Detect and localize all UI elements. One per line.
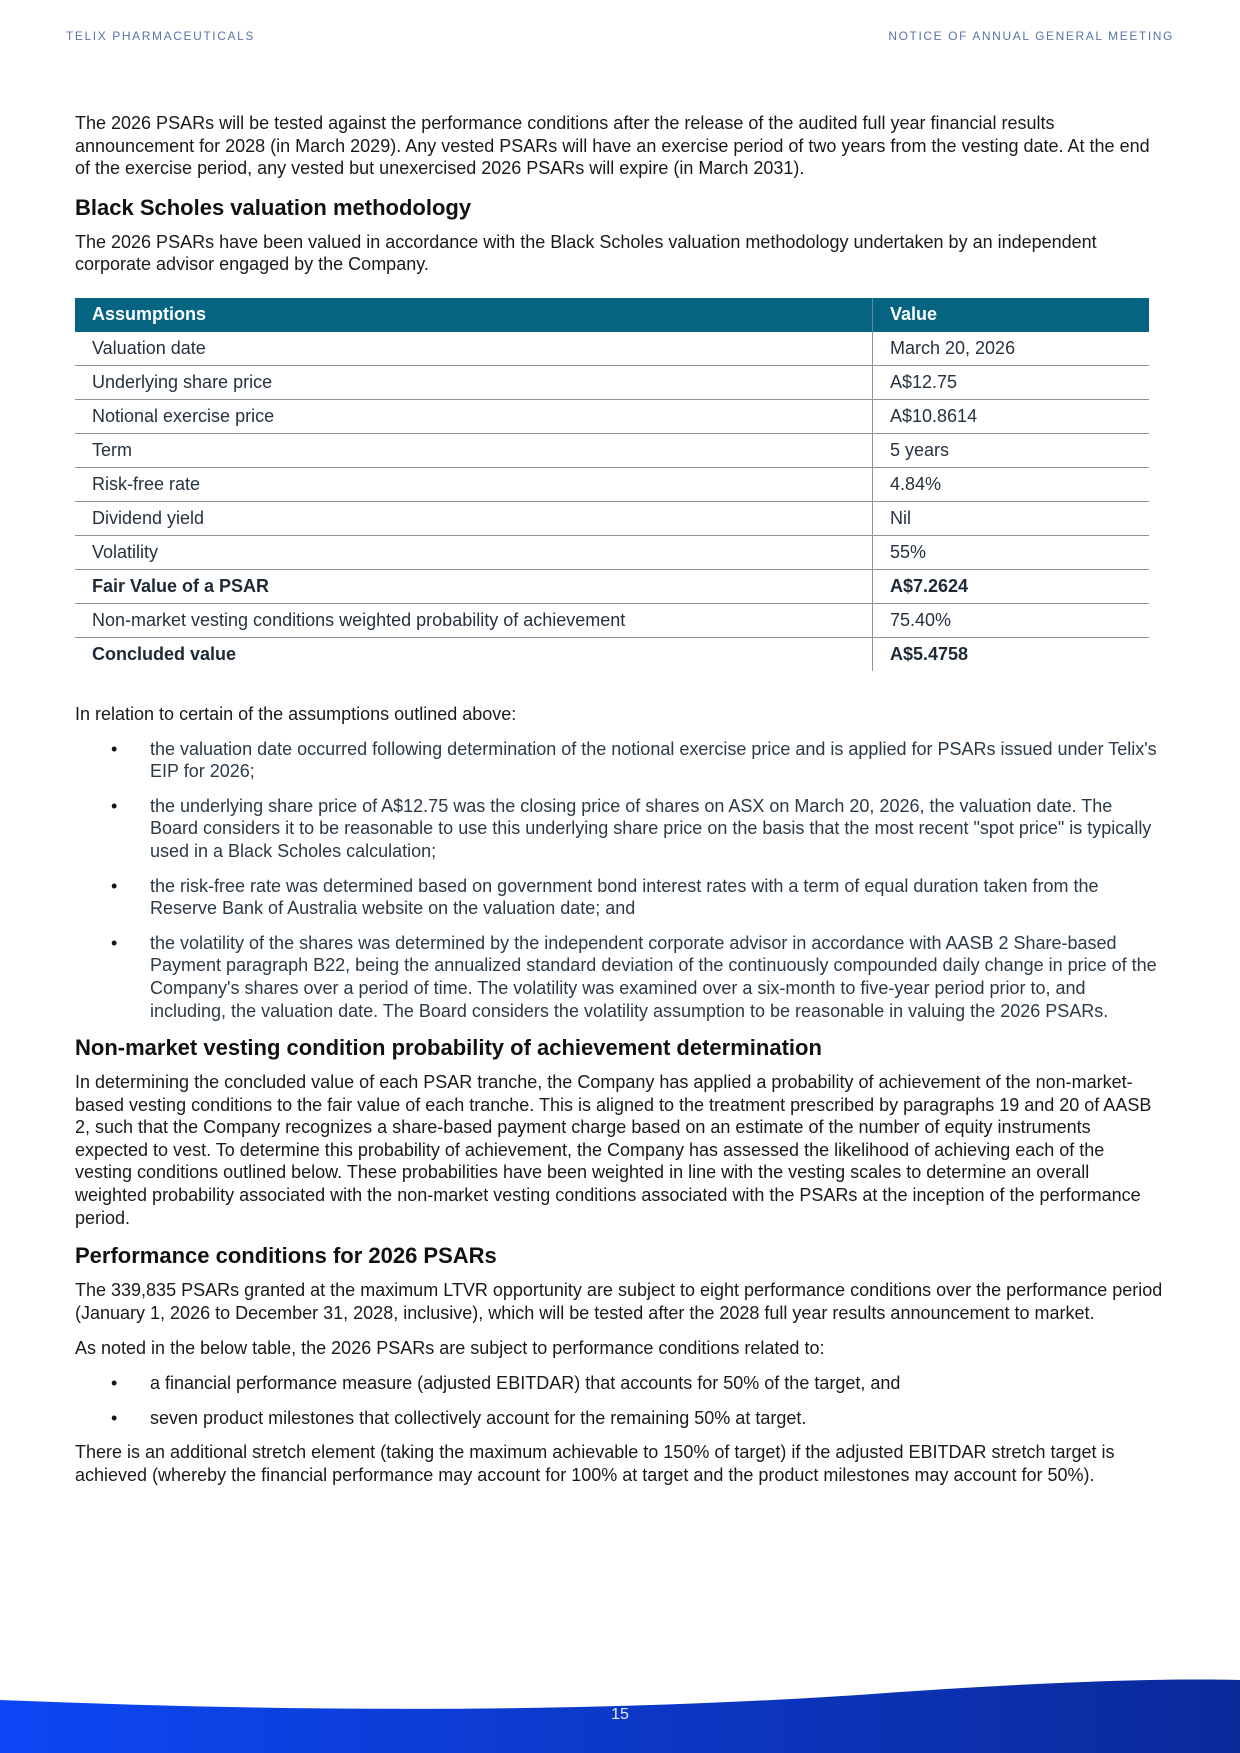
list-item-text: the risk-free rate was determined based on government bond interest rates with a term of equal duration taken from the Reserve Bank of Australia website on the valuation date; and bbox=[150, 875, 1099, 919]
intro-paragraph: The 2026 PSARs will be tested against the performance conditions after the release of the audited full year financial results announcement for 2028 (in March 2029). Any vested PSARs will have an exercise period of two years from the vesting date. At the end of the exercise period, any vested but unexercised 2026 PSARs will expire (in March 2031). bbox=[75, 113, 1150, 179]
table-row bbox=[75, 467, 1149, 501]
black-scholes-paragraph: The 2026 PSARs have been valued in accordance with the Black Scholes valuation methodology undertaken by an independent corporate advisor engaged by the Company. bbox=[75, 231, 1097, 275]
table-row bbox=[75, 365, 1149, 399]
list-item bbox=[75, 795, 1165, 863]
table-row bbox=[75, 399, 1149, 433]
list-item bbox=[75, 1407, 1165, 1430]
list-item-text: the valuation date occurred following determination of the notional exercise price and is applied for PSARs issued under Telix's EIP for 2026; bbox=[150, 738, 1157, 782]
list-item-text: the underlying share price of A$12.75 was the closing price of shares on ASX on March 20, 2026, the valuation date. The Board considers it to be reasonable to use this underlying share price on the basis that the most recent "spot price" is typically used in a Black Scholes calculation; bbox=[150, 795, 1152, 861]
list-item-text: the volatility of the shares was determined by the independent corporate advisor in accordance with AASB 2 Share-based Payment paragraph B22, being the annualized standard deviation of the continuously compounded daily change in price of the Company's shares over a period of time. The volatility was examined over a six-month to five-year period prior to, and including, the valuation date. The Board considers the volatility assumption to be reasonable in valuing the 2026 PSARs. bbox=[150, 932, 1157, 1021]
list-item-text: seven product milestones that collectively account for the remaining 50% at target. bbox=[150, 1407, 807, 1428]
assumption-label: Term bbox=[75, 433, 873, 467]
bullet-icon: • bbox=[111, 795, 118, 816]
assumption-label: Valuation date bbox=[75, 332, 873, 366]
assumption-value: March 20, 2026 bbox=[873, 332, 1150, 366]
table-row bbox=[75, 535, 1149, 569]
table-row-fair-value bbox=[75, 569, 1149, 603]
assumption-value: 5 years bbox=[873, 433, 1150, 467]
bullet-icon: • bbox=[111, 932, 118, 953]
assumption-label: Concluded value bbox=[75, 637, 873, 671]
assumption-value: A$10.8614 bbox=[873, 399, 1150, 433]
performance-paragraph-1: The 339,835 PSARs granted at the maximum LTVR opportunity are subject to eight performance conditions over the performance period (January 1, 2026 to December 31, 2028, inclusive), which will be tested after the 2028 full year results announcement to market. bbox=[75, 1280, 1163, 1323]
list-item bbox=[75, 875, 1165, 920]
table-header-row bbox=[75, 298, 1149, 332]
assumption-label: Fair Value of a PSAR bbox=[75, 569, 873, 603]
assumption-label: Notional exercise price bbox=[75, 399, 873, 433]
assumption-bullet-list bbox=[75, 738, 1165, 1023]
running-header-company: TELIX PHARMACEUTICALS bbox=[66, 29, 255, 43]
bullet-icon: • bbox=[111, 1407, 118, 1428]
bullet-icon: • bbox=[111, 738, 118, 759]
column-header-value: Value bbox=[873, 298, 1150, 332]
bullet-icon: • bbox=[111, 875, 118, 896]
assumption-value: A$7.2624 bbox=[873, 569, 1150, 603]
assumption-label: Dividend yield bbox=[75, 501, 873, 535]
page-number: 15 bbox=[611, 1706, 629, 1723]
assumption-value: 4.84% bbox=[873, 467, 1150, 501]
bullet-icon: • bbox=[111, 1373, 118, 1394]
assumptions-table bbox=[75, 298, 1149, 671]
assumption-value: 55% bbox=[873, 535, 1150, 569]
black-scholes-heading: Black Scholes valuation methodology bbox=[75, 194, 472, 220]
table-row bbox=[75, 603, 1149, 637]
non-market-paragraph: In determining the concluded value of each PSAR tranche, the Company has applied a probability of achievement of the non-market-based vesting conditions to the fair value of each tranche. This is aligned to the treatment prescribed by paragraphs 19 and 20 of AASB 2, such that the Company recognizes a share-based payment charge based on an estimate of the number of equity instruments expected to vest. To determine this probability of achievement, the Company has assessed the likelihood of achieving each of the vesting conditions outlined below. These probabilities have been weighted in line with the vesting scales to determine an overall weighted probability associated with the non-market vesting conditions associated with the PSARs at the inception of the performance period. bbox=[75, 1072, 1152, 1228]
table-row bbox=[75, 501, 1149, 535]
assumption-value: Nil bbox=[873, 501, 1150, 535]
page-content bbox=[75, 112, 1165, 1486]
list-item bbox=[75, 1372, 1165, 1395]
assumption-value: A$5.4758 bbox=[890, 643, 969, 664]
running-header-document: NOTICE OF ANNUAL GENERAL MEETING bbox=[888, 29, 1174, 43]
performance-paragraph-3: There is an additional stretch element (taking the maximum achievable to 150% of target) if the adjusted EBITDAR stretch target is achieved (whereby the financial performance may account for 100% at target and the product milestones may account for 50%). bbox=[75, 1442, 1115, 1485]
assumption-value: A$12.75 bbox=[873, 365, 1150, 399]
assumption-label: Non-market vesting conditions weighted probability of achievement bbox=[75, 603, 873, 637]
performance-heading: Performance conditions for 2026 PSARs bbox=[75, 1243, 497, 1269]
list-item bbox=[75, 932, 1165, 1022]
assumption-label: Volatility bbox=[75, 535, 873, 569]
assumption-value: 75.40% bbox=[873, 603, 1150, 637]
assumption-label: Underlying share price bbox=[75, 365, 873, 399]
performance-bullet-list bbox=[75, 1372, 1165, 1429]
list-item-text: a financial performance measure (adjusted EBITDAR) that accounts for 50% of the target, and bbox=[150, 1373, 901, 1394]
assumption-label: Risk-free rate bbox=[75, 467, 873, 501]
non-market-heading: Non-market vesting condition probability of achievement determination bbox=[75, 1035, 822, 1061]
list-item bbox=[75, 738, 1165, 783]
assumptions-intro: In relation to certain of the assumptions outlined above: bbox=[75, 703, 517, 724]
table-row bbox=[75, 332, 1149, 366]
table-row bbox=[75, 433, 1149, 467]
table-row-concluded-value bbox=[75, 637, 1149, 671]
column-header-assumptions: Assumptions bbox=[75, 298, 873, 332]
performance-paragraph-2: As noted in the below table, the 2026 PSARs are subject to performance conditions related to: bbox=[75, 1338, 825, 1359]
